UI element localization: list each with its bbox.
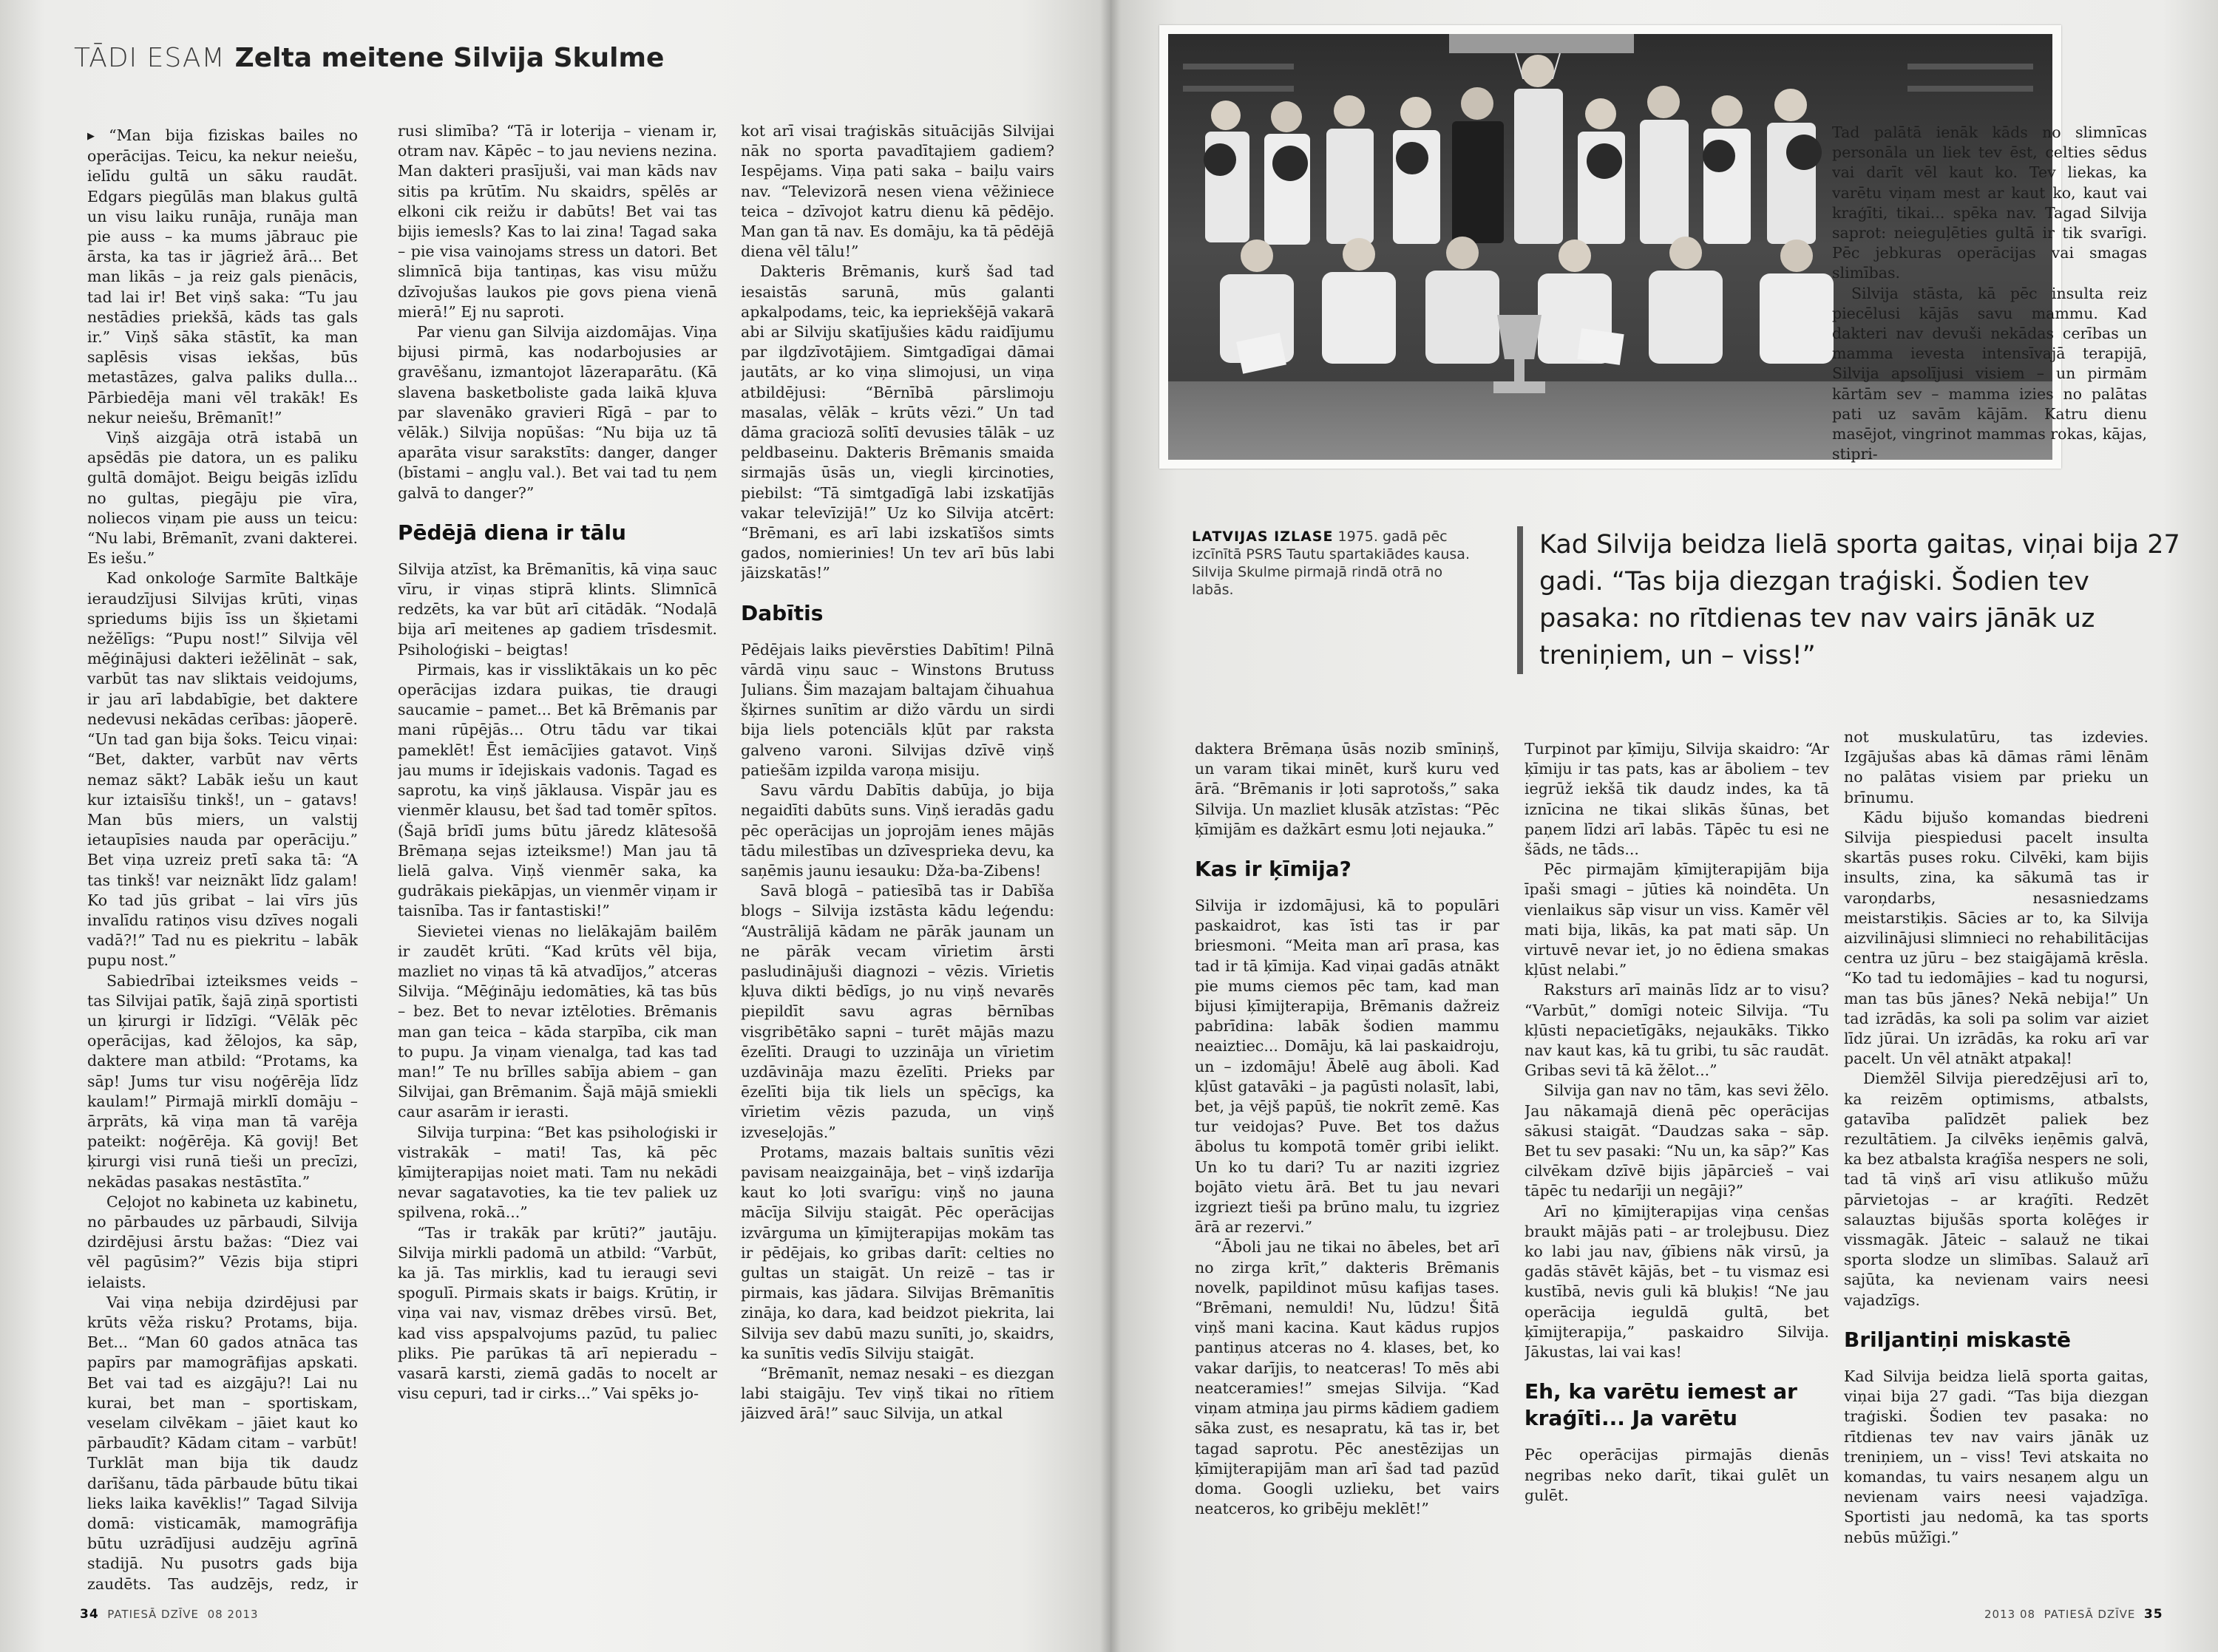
paragraph: Kad Silvija beidza lielā sporta gaitas, viņai bija 27 gadi. “Tas bija diezgan traģiski. Šodien tev pasaka: no rītdienas tev nav vairs jānāk uz treniņiem, un – viss! Tevi atskaita no komandas, tu vairs nesaņem algu un nevienam vairs neesi vajadzīga. Sportisti jau nedomā, ka tas sports nebūs mūžīgi.” [1844, 1367, 2149, 1546]
subheading: Briljantiņi miskastē [1844, 1327, 2072, 1352]
paragraph: Silvija turpina: “Bet kas psiholoģiski ir vistrakāk – mati! Tas, kā pēc ķīmijterapijas noiet mati. Tam nu nekādi nevar sagatavoties, ka tie tev paliek uz spilvena, rokā...” [398, 1123, 717, 1222]
paragraph-lead [87, 126, 358, 428]
article-title: Zelta meitene Silvija Skulme [234, 43, 665, 73]
paragraph: “Āboli jau ne tikai no ābeles, bet arī no zirga krīt,” dakteris Brēmanis novelk, papildinot mūsu kafijas tases. “Brēmani, nemuldi! Nu, lūdzu! Šitā viņš mani kacina. Kaut kādus rupjos pantiņus atceras no 4. klases, bet, ko vakar darījis, to neatceras! To mēs abi neatceramies!” smejas Silvija. “Kad viņam atmiņa jau pirms kādiem gadiem sāka zust, es nesapratu, kā tas ir, bet tagad saprotu. Pēc anestēzijas un ķīmijterapijām man arī šad tad pazūd doma. Googli uzlieku, bet vairs neatceros, ko gribēju meklēt!” [1195, 1238, 1499, 1518]
paragraph: Raksturs arī mainās līdz ar to visu? “Varbūt,” domīgi noteic Silvija. “Tu kļūsti nepacietīgāks, nejaukāks. Tikko nav kaut kas, kā tu gribi, tu sāc raudāt. Gribas sevi tā kā žēlot...” [1525, 981, 1829, 1080]
magazine-name: PATIESĀ DZĪVE [107, 1608, 200, 1621]
paragraph: Protams, mazais baltais sunītis vēzi pavisam neaizgaināja, bet – viņš izdarīja kaut ko ļoti svarīgu: viņš no jauna mācīja Silviju staigāt. Pēc operācijas izvārguma un ķīmijterapijas mokām tas ir pēdējais, ko gribas darīt: celties no gultas un staigāt. Un reizē – tas ir pirmais, kas jādara. Silvijas Brēmanītis zināja, ko dara, kad beidzot piekrita, lai Silvija sev dabū mazu sunīti, jo, skaidrs, ka sunītis vedīs Silviju staigāt. [741, 1143, 1054, 1362]
paragraph: “Tas ir trakāk par krūti?” jautāju. Silvija mirkli padomā un atbild: “Varbūt, ka jā. Tas mirklis, kad tu ieraugi sevi spogulī. Pirmais skats ir baigs. Krūtiņ, ir viņa vai nav, vismaz drēbes virsū. Bet, kad viss apspalvojums pazūd, tu paliec pliks. Pie parūkas tā arī nepieradu – vasarā karsti, ziemā gadās to nocelt ar visu cepuri, tad ir cirks...” Vai spēks jo- [398, 1223, 717, 1403]
photo-caption [1192, 528, 1488, 599]
paragraph: Savu vārdu Dabītis dabūja, jo bija negaidīti dabūts suns. Viņš ieradās gadu pēc operācijas un joprojām ienes mājās tādu milestības un dzīvesprieka devu, ka saņēmis jaunu iesauku: Dža-ba-Zibens! [741, 781, 1054, 880]
magazine-name: PATIESĀ DZĪVE [2044, 1608, 2136, 1621]
issue-date: 2013 08 [1984, 1608, 2036, 1621]
subheading: Dabītis [741, 600, 824, 625]
text-column-6 [1844, 727, 2149, 1593]
section-label: TĀDI ESAM [74, 43, 225, 73]
text-column-top-right [1832, 123, 2147, 464]
paragraph: Kad onkoloģe Sarmīte Baltkāje ieraudzījusi Silvijas krūti, viņas spriedums bijis īss un šķietami nežēlīgs: “Pupu nost!” Silvija vēl mēģinājusi dakteri iežēlināt – sak, varbūt tas nav sliktais veidojums, ir jau arī labdabīgie, bet daktere nedevusi nekādas cerības: jāoperē. “Un tad gan bija šoks. Teicu viņai: “Bet, dakter, varbūt nav vērts nemaz sākt? Labāk iešu un kaut kur iztaisīšu tinkš!, un – gatavs! Man būs miers, un valstij ietaupīsies nauda par operāciju.” Bet viņa uzreiz pretī saka tā: “A tas tinkš! var neiznākt līdz galam! Ko tad jūs gribat – lai vīrs jūs invalīdu ratiņos visu dzīves nogali vadā?!” Tad nu es piekritu – labāk pupu nost.” [87, 569, 358, 970]
paragraph: kot arī visai traģiskās situācijās Silvijai nāk no sporta pavadītajiem gadiem? Iespējams. Viņa pati saka – baiļu vairs nav. “Televizorā nesen viena vēžiniece teica – dzīvojot katru dienu kā pēdējo. Man gan tā nav. Es domāju, ka tā pēdējā diena vēl tālu!” [741, 122, 1054, 261]
paragraph: Sabiedrībai izteiksmes veids – tas Silvijai patīk, šajā ziņā sportisti un ķirurgi ir līdzīgi. “Vēlāk pēc operācijas, kad žēlojos, ka sāp, daktere man atbild: “Protams, ka sāp! Jums tur visu noģērēja līdz kaulam!” Pirmajā mirklī domāju – ārprāts, kā viņa man tā varēja pateikt: noģērēja. Kā govij! Bet ķirurgi visi runā tieši un precīzi, nekādas pasakas nestāstīta.” [87, 971, 358, 1191]
paragraph: rusi slimība? “Tā ir loterija – vienam ir, otram nav. Kāpēc – to jau neviens nezina. Man dakteri prasījuši, vai man kāds nav sitis pa krūtīm. Nu skaidrs, spēlēs ar elkoni cik reižu ir dabūts! Bet vai tas bijis iemesls? Kas to lai zina! Tagad saka – pie visa vainojams stress un datori. Bet slimnīcā bija tantiņas, kas visu mūžu dzīvojušas laukos pie govs piena vienā mierā!” Ej nu saproti. [398, 122, 717, 321]
paragraph: Silvija stāsta, kā pēc insulta reiz piecēlusi kājās savu mammu. Kad dakteri nav devuši nekādas cerības un mamma ievesta intensīvajā terapijā, Silvija apsolījusi visiem – un pirmām kārtām sev – mamma izies no palātas pati uz savām kājām. Katru dienu masējot, vingrinot mammas rokas, kājas, stipri- [1832, 284, 2147, 463]
paragraph: Turpinot par ķīmiju, Silvija skaidro: “Ar ķīmiju ir tas pats, kas ar āboliem – tev iegrūž iekšā tik daudz indes, ka tā iznīcina ne tikai slikās šūnas, bet paņem līdzi arī labās. Tāpēc tu esi ne šāds, ne tāds... [1525, 740, 1829, 859]
page-number: 34 [80, 1607, 99, 1622]
paragraph: Viņš aizgāja otrā istabā un apsēdās pie datora, un es paliku gultā domājot. Beigu beigās izlīdu no gultas, piegāju pie vīra, noliecos viņam pie auss un teicu: “Nu labi, Brēmanīt, zvani dakterei. Es iešu.” [87, 429, 358, 568]
paragraph: Ceļojot no kabineta uz kabinetu, no pārbaudes uz pārbaudi, Silvija dzirdējusi ārstu bažas: “Diez vai vēl pagūsim?” Vēzis bija stipri ielaists. [87, 1192, 358, 1291]
paragraph: Silvija atzīst, ka Brēmanītis, kā viņa sauc vīru, ir viņas stiprā klints. Slimnīcā redzēts, ka var būt arī citādāk. “Nodaļā bija arī meitenes ap gadiem trīsdesmit. Psiholoģiski – beigtas! [398, 560, 717, 659]
paragraph: Vai viņa nebija dzirdējusi par krūts vēža risku? Protams, bija. Bet... “Man 60 gados atnāca tas papīrs par mamogrāfijas apskati. Bet vai tad es aizgāju?! Lai nu kurai, bet man – sportiskam, veselam cilvēkam – jāiet kaut ko pārbaudīt? Kādam citam – varbūt! Turklāt man bija tik daudz darīšanu, tāda pārbaude būtu tikai lieks laika kavēklis!” Tagad Silvija domā: visticamāk, mamogrāfija būtu uzrādījusi audzēju agrīnā stadijā. Nu pusotrs gads bija zaudēts. Tas audzējs, redz, ir [87, 1293, 358, 1593]
text-column-2 [398, 121, 717, 1593]
caption-label: LATVIJAS IZLASE [1192, 528, 1334, 545]
subheading: Eh, ka varētu iemest ar kraģīti... Ja varētu [1525, 1379, 1797, 1431]
running-head [74, 43, 664, 73]
paragraph: “Brēmanīt, nemaz nesaki – es diezgan labi staigāju. Tev viņš tikai no rītiem jāizved ārā!” sauc Silvija, un atkal [741, 1364, 1054, 1423]
paragraph: Arī no ķīmijterapijas viņa cenšas braukt mājās pati – ar trolejbusu. Diez ko labi jau nav, ģībiens nāk virsū, ja gadās stāvēt kājās, bet – tu vismaz esi kustībā, nevis guli kā bluķis! “Ne jau operācija ieguldā gultā, bet ķīmijterapija,” paskaidro Silvija. Jākustas, lai vai kas! [1525, 1202, 1829, 1362]
paragraph: Pēdējais laiks pievērsties Dabītim! Pilnā vārdā viņu sauc – Winstons Brutuss Julians. Šim mazajam baltajam čihuahua šķirnes sunītim ar dižo vārdu un sirdi bija liels potenciāls kļūt par raksta galveno varoni. Silvijas dzīvē viņš patiešām izpilda varoņa misiju. [741, 640, 1054, 779]
subheading: Kas ir ķīmija? [1195, 857, 1352, 882]
subheading: Pēdējā diena ir tālu [398, 520, 626, 545]
paragraph: Silvija ir izdomājusi, kā to populāri paskaidrot, kas īsti tas ir par briesmoni. “Meita man arī prasa, kas tad ir tā ķīmija. Kad viņai gadās atnākt pie mums ciemos pēc tam, kad man bijusi ķīmijterapija, Brēmanis dažreiz pabrīdina: labāk šodien mammu neaiztiec... Domāju, kā lai paskaidroju, un – izdomāju! Ābelē aug āboli. Kad kļūst gatavāki – ja pagūsti nolasīt, labi, bet, ja vējš papūš, tie nokrīt zemē. Kas tur veidojas? Puve. Bet tos dažus ābolus tu kompotā tomēr gribi ielikt. Un ko tu dari? Tu ar naziti izgriez bojāto vietu ārā. Bet tu jau nevari izgriezt tieši pa brūno malu, tu izgriez ārā ar rezervi.” [1195, 897, 1499, 1237]
continue-arrow-icon: ▶ [87, 131, 105, 142]
paragraph: Silvija gan nav no tām, kas sevi žēlo. Jau nākamajā dienā pēc operācijas sākusi staigāt. “Daudzas saka – sāp. Bet tu sev pasaki: “Nu un, ka sāp?” Kas cilvēkam dzīvē bijis jāpārcieš – vai tāpēc tu nedarīji un negāji?” [1525, 1081, 1829, 1200]
left-page-folio [80, 1607, 259, 1622]
paragraph: Dakteris Brēmanis, kurš šad tad iesaistās sarunā, mūs galanti apkalpodams, teic, ka iepriekšējā vakarā abi ar Silviju skatījušies kādu raidījumu par ilgdzīvotājiem. Simtgadīgai dāmai jautāts, ar ko viņa slimojusi, un viņa atbildējusi: “Bērnībā pārslimoju masalas, vēlāk – krūts vēzi.” Un tad dāma graciozā solītī devusies tālāk – uz peldbaseinu. Dakteris Brēmanis smaida sirmajās ūsās un, viegli ķircinoties, piebilst: “Tā simtgadīgā labi izskatījās vakar televīzijā!” Uz ko Silvija atcērt: “Brēmani, es arī labi izskatīšos simts gados, nomierinies! Un tev arī būs labi jāizskatās!” [741, 262, 1054, 582]
paragraph: Pēc operācijas pirmajās dienās negribas neko darīt, tikai gulēt un gulēt. [1525, 1446, 1829, 1504]
paragraph: Sievietei vienas no lielākajām bailēm ir zaudēt krūti. “Kad krūts vēl bija, mazliet no viņas tā kā atvadījos,” atceras Silvija. “Mēģināju iedomāties, kā tas būs – bez. Bet to nevar iztēloties. Brēmanis man gan teica – kāda starpība, cik man to pupu. Ja viņam vienalga, tad kas tad man!” Te nu brīlles sabīja abiem – gan Silvijai, gan Brēmanim. Šajā mājā smiekli caur asarām ir ierasti. [398, 922, 717, 1121]
paragraph: Diemžēl Silvija pieredzējusi arī to, ka reizēm optimisms, atbalsts, gatavība palīdzēt paliek bez rezultātiem. Ja cilvēks ieņēmis galvā, ka bez atbalsta kraģīša nespers ne soli, tad tā viņš arī visu atlikušo mūžu pārvietojas – ar kraģīti. Redzēt salauztas bijušās sporta kolēģes ir vissmagāk. Jāteic – salauž ne tikai sporta slodze un slimības. Salauž arī sajūta, ka nevienam vairs neesi vajadzīgs. [1844, 1070, 2149, 1309]
pull-quote: Kad Silvija beidza lielā sporta gaitas, viņai bija 27 gadi. “Tas bija diezgan traģiski. Šodien tev pasaka: no rītdienas tev nav vairs jānāk uz treniņiem, un – viss!” [1517, 526, 2190, 674]
paragraph: Par vienu gan Silvija aizdomājas. Viņa bijusi pirmā, kas nodarbojusies ar gravēšanu, izmantojot lāzeraparātu. (Kā slavena basketboliste gada laikā kļuva par slavenāko gravieri Rīgā – par to vēlāk.) Silvija nopūšas: “Nu bija uz tā aparāta visur sarakstīts: danger, danger (bīstami – angļu val.). Bet vai tad tu ņem galvā to danger?” [398, 323, 717, 502]
text-column-4 [1195, 739, 1499, 1593]
paragraph: Kādu bijušo komandas biedreni Silvija piespiedusi pacelt insulta skartās puses roku. Cilvēki, kam bijis insults, zina, ka sākumā tas ir varoņdarbs, nesasniedzams meistarstiķis. Sācies ar to, ka Silvija aizvilinājusi slimnieci no rehabilitācijas centra uz jūru – bez staigājamā krēsla. “Ko tad tu iedomājies – kad tu nogursi, man tas būs jānes? Nekā nebija!” Un tad izrādās, ka soli pa solim var aiziet līdz jūrai. Un izrādās, ka roku arī var pacelt. Un vēl atnākt atpakaļ! [1844, 808, 2149, 1068]
text-column-5 [1525, 739, 1829, 1593]
paragraph: Savā blogā – patiesībā tas ir Dabīša blogs – Silvija izstāsta kādu leģendu: “Austrālijā kādam ne pārāk jaunam un ne pārāk vecam vīrietim ārsti pasludinājuši diagnozi – vēzis. Vīrietis kļuva dikti bēdīgs, jo nu viņš nevarēs piepildīt savu agras bērnības visgribētāko sapni – turēt mājās mazu ēzelīti. Draugi to uzzināja un vīrietim uzdāvināja mazu ēzelīti. Prieks par ēzelīti bija tik liels un spēcīgs, ka vīrietim vēzis pazuda, un viņš izveseļojās.” [741, 882, 1054, 1141]
caption-text: 1975. gadā pēc izcīnītā PSRS Tautu spartakiādes kausa. Silvija Skulme pirmajā rindā otrā no labās. [1192, 528, 1470, 598]
page-number: 35 [2143, 1607, 2163, 1622]
paragraph: Pēc pirmajām ķīmijterapijām bija īpaši smagi – jūties kā noindēta. Un vienlaikus sāp visur un viss. Kamēr vēl mati bija, likās, ka pat mati sāp. Un virtuvē nevar iet, jo no ēdiena smakas kļūst nelabi.” [1525, 860, 1829, 979]
paragraph: daktera Brēmaņa ūsās nozib smīniņš, un varam tikai minēt, kurš kuru ved ārā. “Brēmanis ir ļoti saprotošs,” saka Silvija. Un mazliet klusāk atzīstas: “Pēc ķīmijām es dažkārt esmu ļoti nejauka.” [1195, 740, 1499, 838]
text-column-3 [741, 121, 1054, 1593]
gutter-shadow [1100, 0, 1121, 1652]
paragraph: Pirmais, kas ir vissliktākais un ko pēc operācijas izdara puikas, tie draugi saucamie – pamet... Bet kā Brēmanis par mani rūpējās... Otru tādu var tikai pameklēt! Ēst iemācījies gatavot. Viņš jau mums ir īdejiskais vadonis. Tagad es saprotu, ka viņš jāklausa. Vispār jau es vienmēr klausu, bet šad tad tomēr spītos. (Šajā brīdī jums būtu jāredz klātesošā Brēmaņa sejas izteiksme!) Man jau tā lielā galva. Viņš vienmēr saka, ka gudrākais piekāpjas, un vienmēr viņam ir taisnība. Tas ir fantastiski!” [398, 660, 717, 920]
paragraph: “Man bija fiziskas bailes no operācijas. Teicu, ka nekur neiešu, ielīdu gultā un sāku raudāt. Edgars piegūlās man blakus gultā un visu laiku runāja, runāja man pie auss – ka mums jābrauc pie ārsta, ka tas ir jāgriež ārā... Bet man likās – ja reiz gals pienācis, tad lai ir! Bet viņš saka: “Tu jau nestādies priekšā, kāds tas gals ir.” Viņš sāka stāstīt, ka man saplēsis visas iekšas, būs metastāzes, galva paliks dulla... Pārbiedēja mani vēl trakāk! Es nekur neiešu, Brēmanīt!” [87, 126, 358, 426]
right-page-folio [1984, 1607, 2163, 1622]
issue-date: 08 2013 [207, 1608, 259, 1621]
paragraph: not muskulatūru, tas izdevies. Izgājušas abas kā dāmas rāmi lēnām no palātas visiem par prieku un brīnumu. [1844, 728, 2149, 806]
paragraph: Tad palātā ienāk kāds no slimnīcas personāla un liek tev ēst, celties sēdus vai darīt vēl kaut ko. Tev liekas, ka varētu viņam mest ar kaut ko, kaut vai kraģīti, tikai... spēka nav. Tagad Silvija saprot: neieguļēties gultā ir tik svarīgi. Pēc jebkuras operācijas vai smagas slimības. [1832, 123, 2147, 282]
text-column-1 [87, 126, 358, 1593]
